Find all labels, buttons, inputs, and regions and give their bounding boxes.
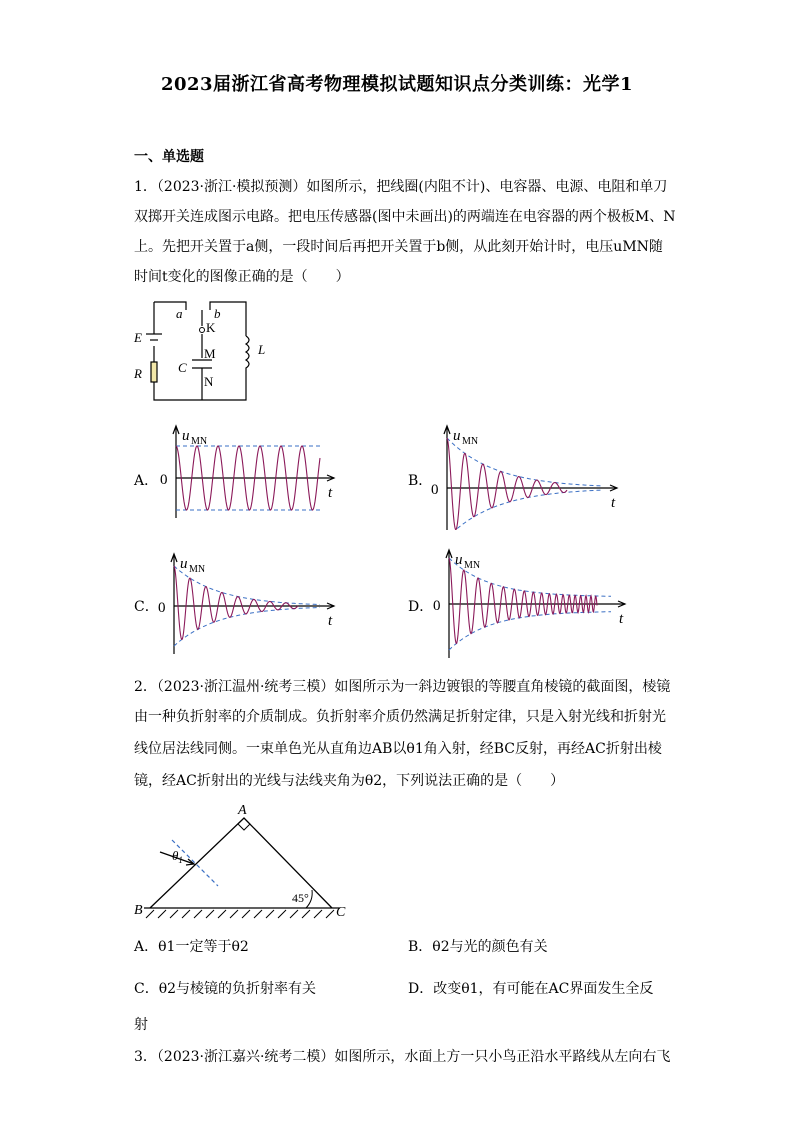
origin-label: 0 (158, 600, 166, 616)
theta1-label: $\theta_1$ (172, 848, 183, 865)
q1-option-b[interactable]: B． (408, 473, 433, 489)
y-axis-subscript: MN (189, 564, 206, 575)
q1-line-1: 1．（2023·浙江·模拟预测）如图所示，把线圈(内阻不计)、电容器、电源、电阻和单刀 (134, 179, 668, 195)
angle-45-label: 45° (292, 891, 309, 905)
y-axis-label: u (453, 428, 461, 444)
prism-diagram (130, 800, 360, 922)
graph-option-b[interactable] (427, 420, 627, 530)
resistor-r-label: R (134, 366, 142, 381)
y-axis-subscript: MN (191, 436, 208, 447)
x-axis-label: t (611, 495, 616, 511)
graph-option-c[interactable] (152, 548, 342, 658)
q1-option-d[interactable]: D． (408, 599, 434, 615)
vertex-b-label: B (134, 903, 143, 918)
q2-line-1: 2．（2023·浙江温州·统考三模）如图所示为一斜边镀银的等腰直角棱镜的截面图，棱镜 (134, 679, 671, 695)
q1-option-a[interactable]: A． (134, 473, 159, 489)
origin-label: 0 (160, 472, 168, 488)
lc-circuit-diagram (130, 296, 280, 406)
graph-option-d[interactable] (427, 544, 632, 658)
q2-option-d-continued: 射 (134, 1017, 148, 1033)
q1-line-3: 上。先把开关置于a侧，一段时间后再把开关置于b侧，从此刻开始计时，电压uMN随 (134, 239, 663, 255)
capacitor-c-label: C (178, 360, 187, 375)
origin-label: 0 (431, 482, 439, 498)
plate-n-label: N (204, 374, 214, 389)
q1-line-2: 双掷开关连成图示电路。把电压传感器(图中未画出)的两端连在电容器的两个极板M、N (134, 209, 676, 225)
q2-option-d[interactable]: D．改变θ1，有可能在AC界面发生全反 (408, 981, 654, 997)
page-title: 2023届浙江省高考物理模拟试题知识点分类训练：光学1 (160, 74, 634, 95)
q1-option-c[interactable]: C． (134, 599, 159, 615)
origin-label: 0 (433, 598, 441, 614)
vertex-a-label: A (238, 803, 247, 818)
y-axis-label: u (455, 552, 463, 568)
battery-e-label: E (134, 330, 142, 345)
q3-line-1: 3．（2023·浙江嘉兴·统考二模）如图所示，水面上方一只小鸟正沿水平路线从左向右飞 (134, 1049, 671, 1065)
y-axis-label: u (182, 428, 190, 444)
wave-curve (447, 438, 567, 530)
q1-line-4: 时间t变化的图像正确的是（ ） (134, 269, 350, 285)
y-axis-subscript: MN (462, 436, 479, 447)
y-axis-subscript: MN (464, 560, 481, 571)
q2-option-a[interactable]: A．θ1一定等于θ2 (134, 939, 249, 955)
q2-line-4: 镜，经AC折射出的光线与法线夹角为θ2，下列说法正确的是（ ） (134, 773, 565, 789)
inductor-l-label: L (258, 342, 266, 357)
switch-b-label: b (214, 306, 221, 321)
y-axis-label: u (180, 556, 188, 572)
q2-option-c[interactable]: C．θ2与棱镜的负折射率有关 (134, 981, 317, 997)
x-axis-label: t (328, 613, 333, 629)
q2-line-3: 线位居法线同侧。一束单色光从直角边AB以θ1角入射，经BC反射，再经AC折射出棱 (134, 741, 662, 757)
switch-a-label: a (176, 306, 183, 321)
vertex-c-label: C (336, 905, 346, 920)
plate-m-label: M (204, 346, 216, 361)
graph-option-a[interactable] (152, 420, 342, 530)
q2-option-b[interactable]: B．θ2与光的颜色有关 (408, 939, 548, 955)
x-axis-label: t (619, 611, 624, 627)
q2-line-2: 由一种负折射率的介质制成。负折射率介质仍然满足折射定律，只是入射光线和折射光 (134, 709, 666, 725)
switch-k-label: K (206, 320, 216, 335)
section-heading: 一、单选题 (134, 149, 204, 165)
x-axis-label: t (328, 485, 333, 501)
